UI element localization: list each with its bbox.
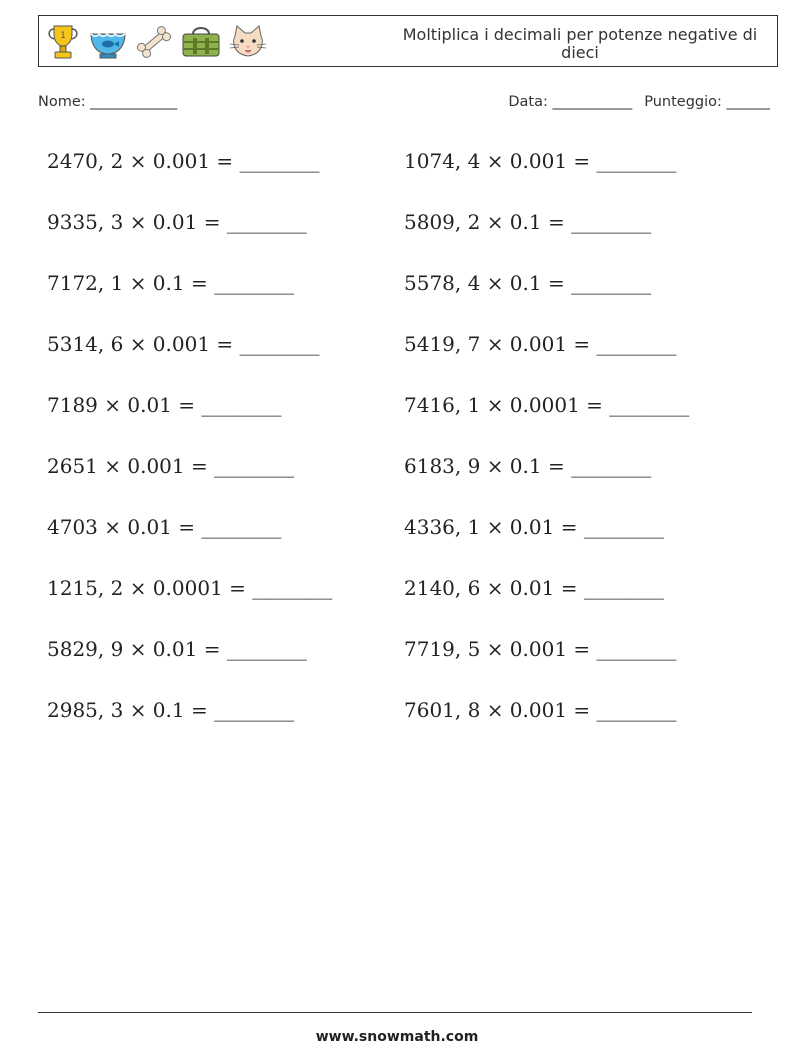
bone-icon — [134, 22, 174, 62]
problem-item[interactable]: 2985, 3 × 0.1 = ________ — [47, 698, 295, 722]
problem-item[interactable]: 2470, 2 × 0.001 = ________ — [47, 149, 320, 173]
cat-icon — [228, 22, 268, 62]
name-field[interactable]: Nome: ____________ — [38, 94, 178, 110]
problem-item[interactable]: 2140, 6 × 0.01 = ________ — [404, 576, 664, 600]
problem-item[interactable]: 5809, 2 × 0.1 = ________ — [404, 210, 652, 234]
problem-item[interactable]: 7172, 1 × 0.1 = ________ — [47, 271, 295, 295]
problem-item[interactable]: 6183, 9 × 0.1 = ________ — [404, 454, 652, 478]
date-field[interactable]: Data: ___________ — [508, 94, 633, 110]
problem-item[interactable]: 5419, 7 × 0.001 = ________ — [404, 332, 677, 356]
problem-item[interactable]: 1215, 2 × 0.0001 = ________ — [47, 576, 333, 600]
problem-item[interactable]: 7416, 1 × 0.0001 = ________ — [404, 393, 690, 417]
score-field[interactable]: Punteggio: ______ — [644, 94, 770, 110]
basket-icon — [180, 22, 222, 62]
date-score-fields — [508, 94, 770, 110]
footer-divider — [38, 1012, 752, 1013]
problem-item[interactable]: 5829, 9 × 0.01 = ________ — [47, 637, 307, 661]
problem-item[interactable]: 9335, 3 × 0.01 = ________ — [47, 210, 307, 234]
problem-item[interactable]: 7189 × 0.01 = ________ — [47, 393, 282, 417]
svg-text:1: 1 — [60, 31, 66, 41]
trophy-icon — [44, 22, 82, 62]
problem-item[interactable]: 7719, 5 × 0.001 = ________ — [404, 637, 677, 661]
header-icons — [44, 22, 268, 62]
problem-item[interactable]: 5314, 6 × 0.001 = ________ — [47, 332, 320, 356]
worksheet-header — [38, 15, 778, 67]
problem-item[interactable]: 7601, 8 × 0.001 = ________ — [404, 698, 677, 722]
fish-bowl-icon — [88, 22, 128, 62]
problem-item[interactable]: 4336, 1 × 0.01 = ________ — [404, 515, 664, 539]
problem-item[interactable]: 5578, 4 × 0.1 = ________ — [404, 271, 652, 295]
problem-item[interactable]: 1074, 4 × 0.001 = ________ — [404, 149, 677, 173]
worksheet-title: Moltiplica i decimali per potenze negative di dieci — [402, 25, 758, 62]
problem-item[interactable]: 2651 × 0.001 = ________ — [47, 454, 295, 478]
footer-site: www.snowmath.com — [315, 1029, 479, 1045]
problem-item[interactable]: 4703 × 0.01 = ________ — [47, 515, 282, 539]
